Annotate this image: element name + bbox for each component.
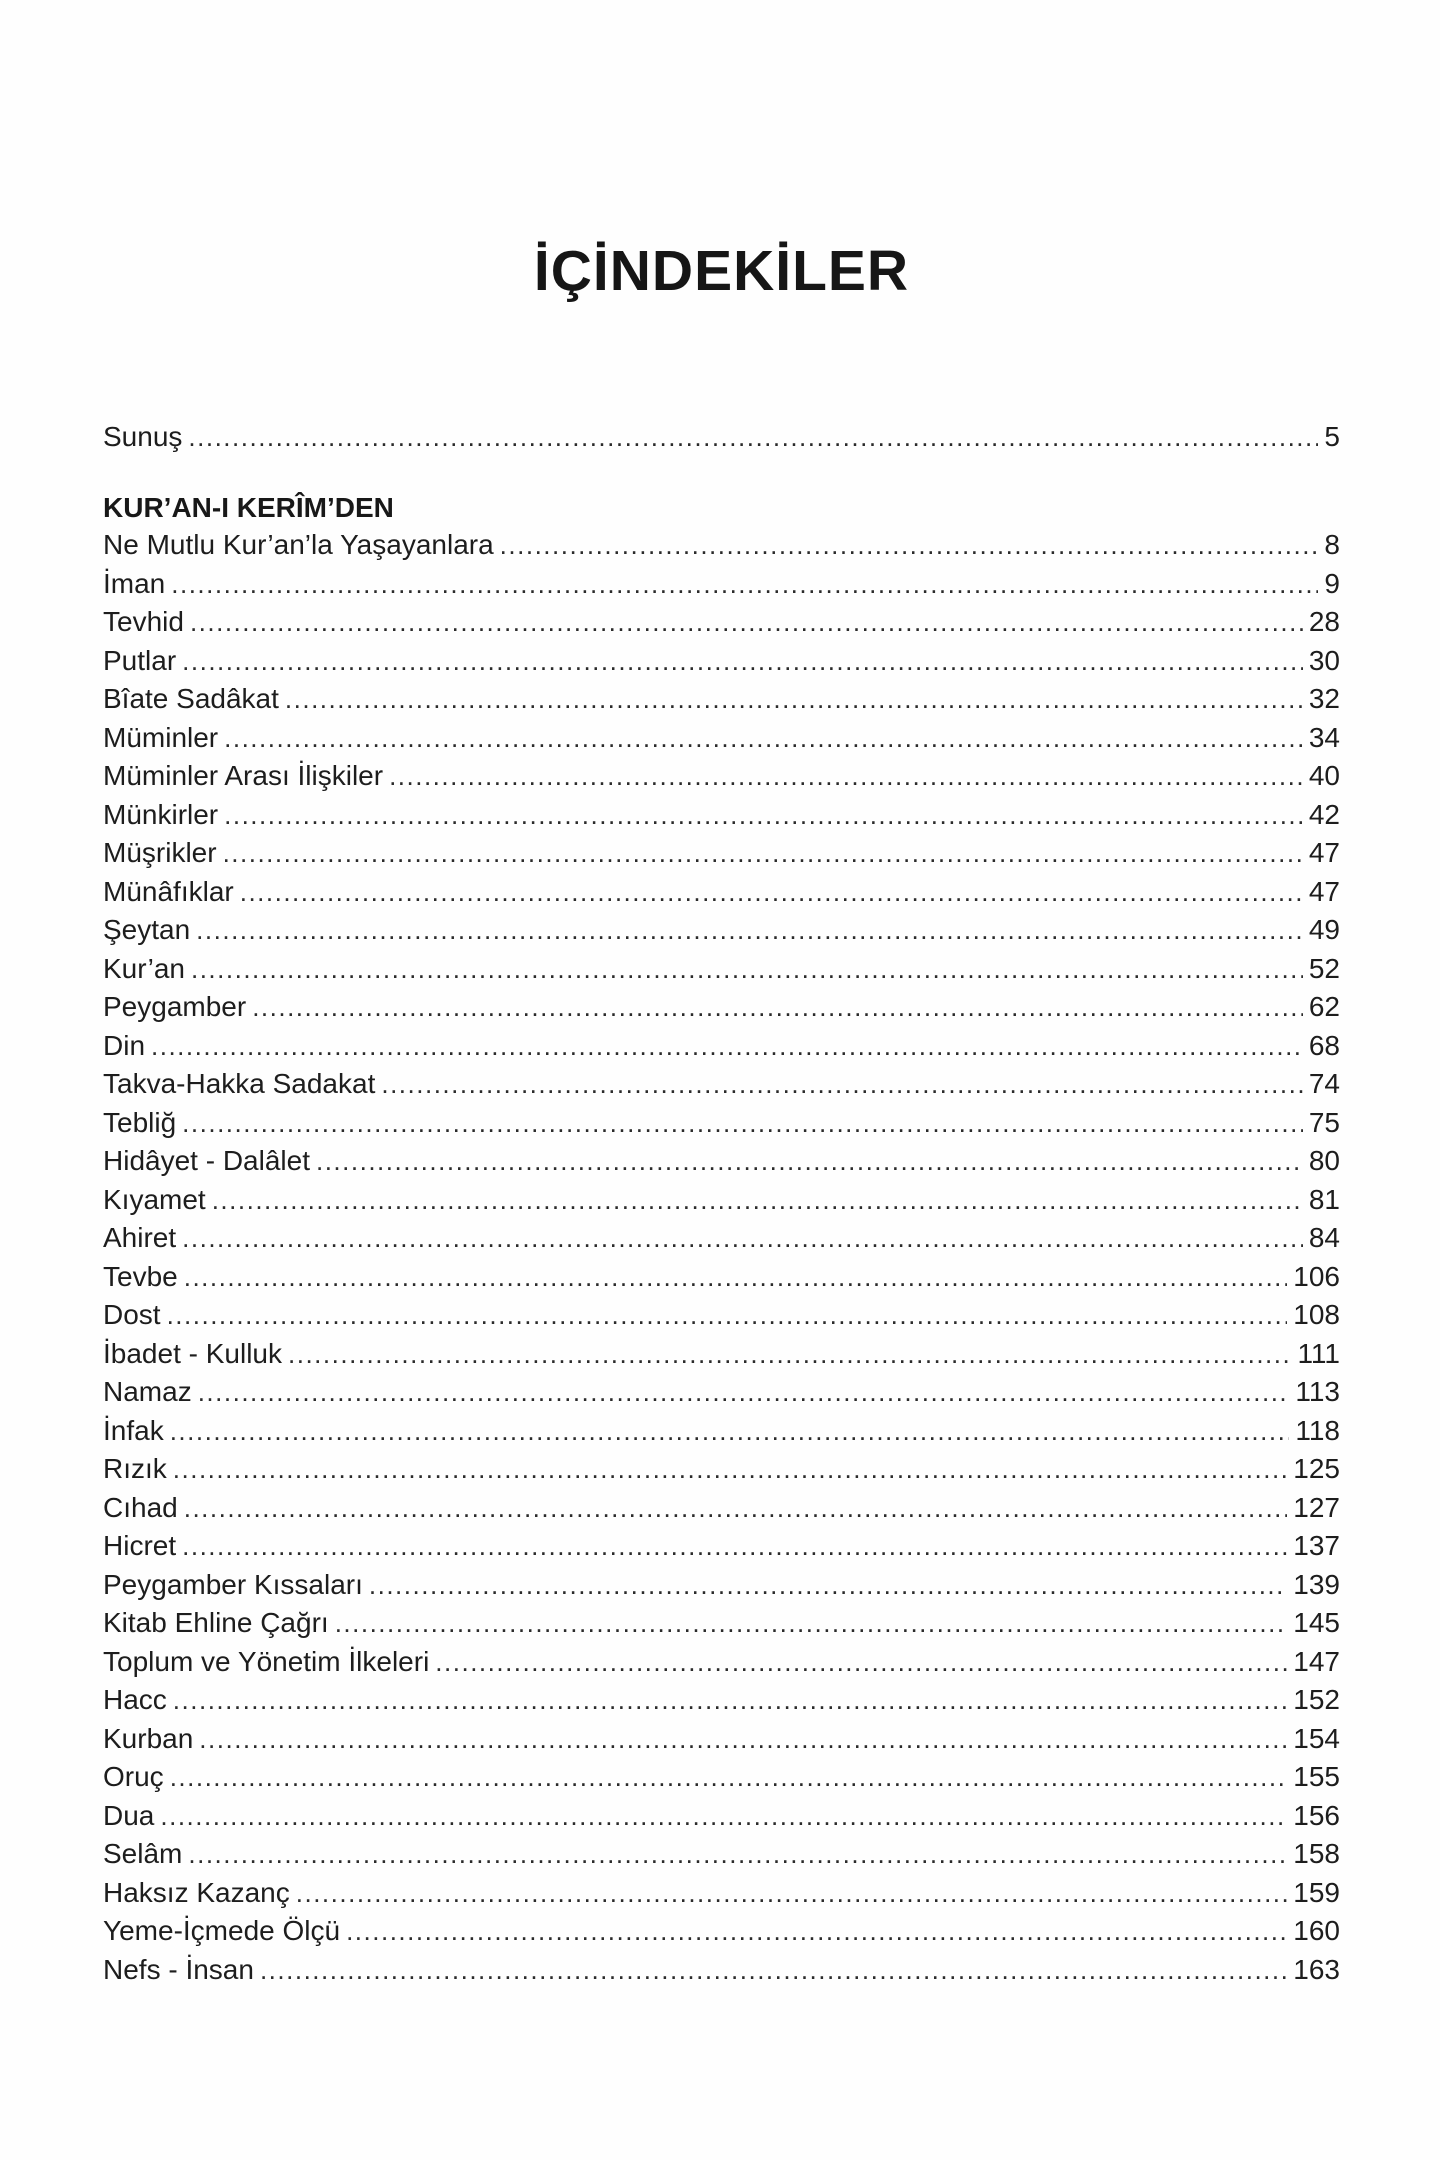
toc-row (103, 526, 1340, 565)
toc-row (103, 1489, 1340, 1528)
toc-entry-page: 34 (1308, 721, 1340, 753)
toc-row (103, 1065, 1340, 1104)
toc-entry-page: 108 (1293, 1299, 1340, 1330)
toc-entry-page: 160 (1293, 1915, 1340, 1946)
dot-leader (224, 796, 1303, 835)
toc-entry-page: 62 (1308, 991, 1340, 1022)
toc-entry-page: 118 (1295, 1414, 1340, 1446)
toc-row (103, 911, 1340, 950)
toc-entry-label: Ahiret (103, 1222, 177, 1253)
dot-leader (500, 526, 1319, 565)
toc-entry-page: 5 (1324, 421, 1340, 452)
toc-row (103, 642, 1340, 681)
dot-leader (285, 680, 1303, 719)
toc-row (103, 1758, 1340, 1797)
toc-front-list (103, 418, 1340, 457)
dot-leader (335, 1604, 1288, 1643)
toc-entry-label: Bîate Sadâkat (103, 683, 279, 714)
toc-entry-page: 81 (1308, 1183, 1340, 1215)
toc-entry-page: 42 (1308, 798, 1340, 830)
toc-entry-page: 137 (1293, 1530, 1340, 1561)
dot-leader (190, 603, 1303, 642)
dot-leader (196, 911, 1303, 950)
toc-entry-label: Tevhid (103, 606, 184, 637)
toc-entry-page: 147 (1293, 1645, 1340, 1677)
toc-row (103, 1604, 1340, 1643)
toc-entry-label: Şeytan (103, 914, 191, 945)
toc-entry-page: 75 (1308, 1106, 1340, 1138)
toc-entry-label: Hicret (103, 1530, 177, 1561)
dot-leader (252, 988, 1303, 1027)
dot-leader (167, 1296, 1288, 1335)
dot-leader (346, 1912, 1287, 1951)
dot-leader (184, 1258, 1288, 1297)
toc-row (103, 1373, 1340, 1412)
toc-entry-page: 113 (1295, 1376, 1340, 1407)
dot-leader (296, 1874, 1288, 1913)
dot-leader (171, 565, 1318, 604)
toc-entry-page: 32 (1308, 683, 1340, 714)
toc-entry-page: 68 (1308, 1029, 1340, 1061)
toc-row (103, 1412, 1340, 1451)
toc-entry-label: Sunuş (103, 421, 183, 452)
toc-entry-label: Rızık (103, 1453, 167, 1484)
toc-entry-page: 106 (1293, 1260, 1340, 1292)
toc-entry-page: 159 (1293, 1876, 1340, 1908)
toc-row (103, 1296, 1340, 1335)
toc-row (103, 1219, 1340, 1258)
toc-row (103, 1258, 1340, 1297)
toc-entry-label: Kitab Ehline Çağrı (103, 1607, 329, 1638)
toc-entry-label: Hidâyet - Dalâlet (103, 1145, 310, 1176)
dot-leader (173, 1681, 1287, 1720)
toc-section-heading: KUR’AN-I KERÎM’DEN (103, 491, 394, 523)
dot-leader (260, 1951, 1287, 1990)
toc-entry-label: Din (103, 1029, 146, 1061)
toc-entry-label: İbadet - Kulluk (103, 1337, 282, 1369)
dot-leader (170, 1758, 1288, 1797)
toc-entry-label: Kıyamet (103, 1183, 206, 1215)
toc-row (103, 757, 1340, 796)
dot-leader (182, 1104, 1303, 1143)
toc-row (103, 1450, 1340, 1489)
toc-row (103, 719, 1340, 758)
dot-leader (191, 950, 1303, 989)
dot-leader (389, 757, 1303, 796)
toc-entry-label: Kur’an (103, 952, 185, 984)
toc-entry-label: Cıhad (103, 1491, 178, 1523)
toc-row (103, 873, 1340, 912)
toc-row (103, 1027, 1340, 1066)
toc-row (103, 1797, 1340, 1836)
toc-entry-page: 9 (1324, 567, 1340, 599)
toc-entry-label: Toplum ve Yönetim İlkeleri (103, 1645, 430, 1677)
toc-entry-page: 30 (1308, 644, 1340, 676)
dot-leader (288, 1335, 1291, 1374)
toc-entry-label: Haksız Kazanç (103, 1876, 290, 1908)
toc-entry-label: Tebliğ (103, 1106, 177, 1138)
toc-entry-page: 111 (1297, 1337, 1340, 1369)
toc-entry-label: Dua (103, 1799, 155, 1831)
dot-leader (184, 1489, 1288, 1528)
dot-leader (224, 719, 1303, 758)
dot-leader (199, 1720, 1287, 1759)
toc-entry-page: 28 (1308, 606, 1340, 637)
dot-leader (212, 1181, 1303, 1220)
toc-entry-page: 156 (1293, 1799, 1340, 1831)
toc-row (103, 1181, 1340, 1220)
toc-row (103, 1142, 1340, 1181)
toc-entry-page: 139 (1293, 1568, 1340, 1600)
toc-entry-label: Oruç (103, 1761, 164, 1792)
toc-entry-label: Tevbe (103, 1260, 178, 1292)
dot-leader (170, 1412, 1290, 1451)
toc-entry-page: 47 (1308, 837, 1340, 868)
toc-entry-page: 152 (1293, 1684, 1340, 1715)
toc-entry-label: Namaz (103, 1376, 192, 1407)
toc-entry-label: Putlar (103, 644, 177, 676)
toc-row (103, 1912, 1340, 1951)
dot-leader (369, 1566, 1287, 1605)
dot-leader (182, 642, 1303, 681)
toc-entry-label: Yeme-İçmede Ölçü (103, 1915, 341, 1946)
dot-leader (381, 1065, 1302, 1104)
toc-entry-page: 155 (1293, 1761, 1340, 1792)
toc-row (103, 1874, 1340, 1913)
toc-entry-label: Nefs - İnsan (103, 1953, 254, 1985)
toc-entry-label: Peygamber Kıssaları (103, 1568, 363, 1600)
page-title: İÇİNDEKİLER (533, 239, 910, 303)
toc-row (103, 834, 1340, 873)
toc-entry-page: 47 (1308, 875, 1340, 907)
toc-entry-label: İnfak (103, 1414, 164, 1446)
toc-row (103, 565, 1340, 604)
toc-entry-label: Münâfıklar (103, 875, 234, 907)
toc-entry-page: 158 (1293, 1838, 1340, 1869)
toc-row (103, 603, 1340, 642)
toc-section-list (103, 526, 1340, 1989)
toc-row (103, 1566, 1340, 1605)
toc-entry-label: Münkirler (103, 798, 219, 830)
toc-entry-page: 127 (1293, 1491, 1340, 1523)
toc-entry-label: Kurban (103, 1722, 194, 1754)
toc-entry-label: Selâm (103, 1838, 183, 1869)
toc-row (103, 796, 1340, 835)
dot-leader (316, 1142, 1303, 1181)
toc-entry-label: Hacc (103, 1684, 167, 1715)
dot-leader (188, 1835, 1287, 1874)
dot-leader (160, 1797, 1287, 1836)
toc-row (103, 1335, 1340, 1374)
toc-entry-page: 145 (1293, 1607, 1340, 1638)
toc-entry-label: Takva-Hakka Sadakat (103, 1068, 376, 1099)
toc-row (103, 418, 1340, 457)
dot-leader (151, 1027, 1303, 1066)
toc-entry-page: 40 (1308, 760, 1340, 791)
dot-leader (223, 834, 1303, 873)
toc-entry-page: 80 (1308, 1145, 1340, 1176)
toc-entry-page: 154 (1293, 1722, 1340, 1754)
toc-entry-label: Peygamber (103, 991, 247, 1022)
toc-row (103, 950, 1340, 989)
toc-row (103, 1951, 1340, 1990)
toc-content (103, 0, 1340, 1989)
dot-leader (188, 418, 1318, 457)
toc-entry-label: Dost (103, 1299, 161, 1330)
toc-entry-page: 8 (1324, 529, 1340, 560)
toc-row (103, 680, 1340, 719)
dot-leader (198, 1373, 1290, 1412)
toc-row (103, 1720, 1340, 1759)
toc-entry-label: İman (103, 567, 166, 599)
toc-row (103, 1104, 1340, 1143)
toc-row (103, 1681, 1340, 1720)
toc-entry-page: 84 (1308, 1222, 1340, 1253)
toc-entry-label: Müminler Arası İlişkiler (103, 760, 384, 791)
dot-leader (435, 1643, 1287, 1682)
toc-entry-page: 125 (1293, 1453, 1340, 1484)
toc-entry-label: Müşrikler (103, 837, 217, 868)
toc-row (103, 1643, 1340, 1682)
dot-leader (173, 1450, 1288, 1489)
toc-entry-page: 74 (1308, 1068, 1340, 1099)
dot-leader (182, 1527, 1287, 1566)
toc-entry-label: Ne Mutlu Kur’an’la Yaşayanlara (103, 529, 494, 560)
toc-entry-label: Müminler (103, 721, 219, 753)
toc-entry-page: 49 (1308, 914, 1340, 945)
toc-row (103, 1835, 1340, 1874)
toc-row (103, 1527, 1340, 1566)
dot-leader (240, 873, 1303, 912)
dot-leader (182, 1219, 1303, 1258)
toc-row (103, 988, 1340, 1027)
toc-entry-page: 163 (1293, 1953, 1340, 1985)
toc-entry-page: 52 (1308, 952, 1340, 984)
